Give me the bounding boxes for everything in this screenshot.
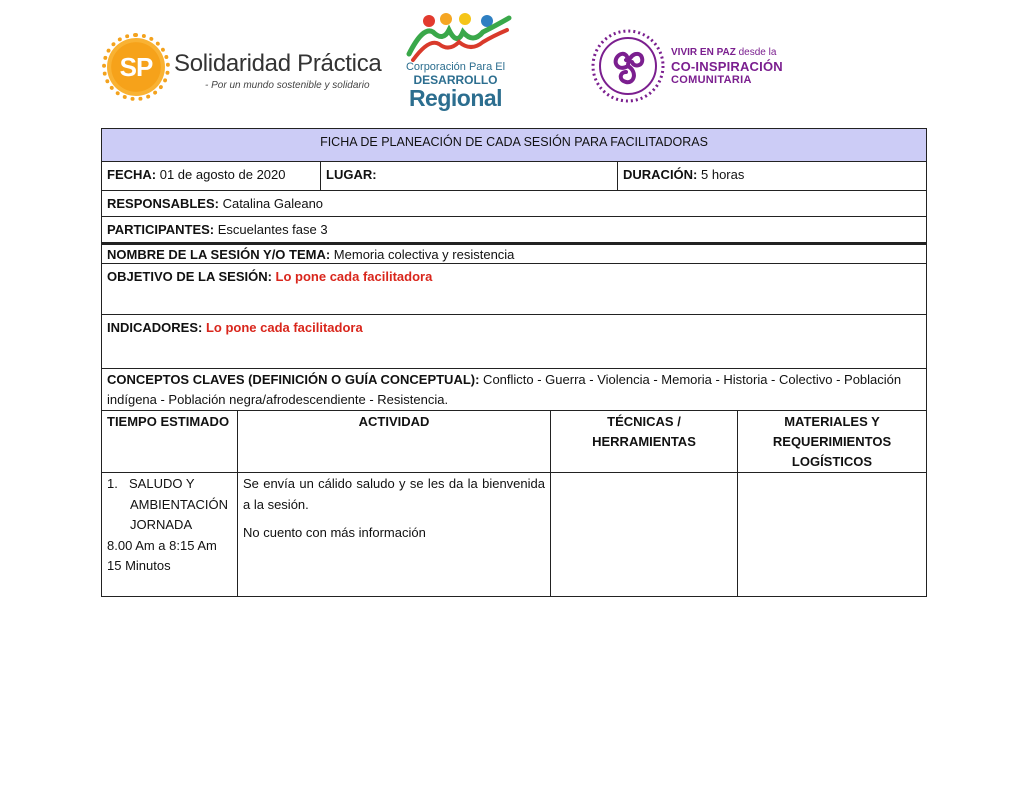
item-line-3: JORNADA xyxy=(130,517,193,532)
sesion-row xyxy=(101,243,927,264)
sp-mark: SP xyxy=(119,52,153,82)
fecha-value: 01 de agosto de 2020 xyxy=(156,167,286,182)
tiempo-cell xyxy=(102,473,237,596)
fecha-lugar-duracion-row xyxy=(101,162,927,191)
form-title-row xyxy=(101,128,927,162)
solidaridad-practica-logo xyxy=(107,38,382,98)
actividad-text-1: Se envía un cálido saludo y se les da la bienvenida a la sesión. xyxy=(243,476,545,512)
cdr-line-1: Corporación Para El xyxy=(405,61,506,73)
triskelion-emblem-icon xyxy=(590,28,666,104)
conceptos-label: CONCEPTOS CLAVES (DEFINICIÓN O GUÍA CONCEPTUAL): xyxy=(107,372,480,387)
table-header-row xyxy=(101,411,927,473)
item-line-1: SALUDO Y xyxy=(129,476,195,491)
form-title: FICHA DE PLANEACIÓN DE CADA SESIÓN PARA FACILITADORAS xyxy=(320,135,708,149)
duracion-text: 15 Minutos xyxy=(107,558,171,573)
vp-line-2: CO-INSPIRACIÓN xyxy=(671,59,783,74)
people-figures-icon xyxy=(403,12,513,64)
header-tiempo xyxy=(102,411,237,472)
header-actividad xyxy=(237,411,550,472)
materiales-cell xyxy=(737,473,926,596)
duracion-cell xyxy=(617,162,926,190)
header-tecnicas-line-2: HERRAMIENTAS xyxy=(592,434,696,449)
sesion-label: NOMBRE DE LA SESIÓN Y/O TEMA: xyxy=(107,247,331,262)
tecnicas-cell xyxy=(550,473,737,596)
desarrollo-regional-logo xyxy=(398,12,513,111)
indicadores-row xyxy=(101,315,927,369)
header-materiales xyxy=(737,411,926,472)
header-tecnicas-line-1: TÉCNICAS / xyxy=(607,414,681,429)
cdr-line-3: Regional xyxy=(408,85,503,111)
objetivo-value: Lo pone cada facilitadora xyxy=(275,269,433,284)
header-materiales-line-2: REQUERIMIENTOS xyxy=(772,434,892,449)
sp-slogan: - Por un mundo sostenible y solidario xyxy=(205,80,370,91)
conceptos-row xyxy=(101,369,927,411)
item-line-2: AMBIENTACIÓN xyxy=(130,496,228,512)
participantes-row xyxy=(101,217,927,243)
lugar-label: LUGAR: xyxy=(326,167,377,182)
indicadores-value: Lo pone cada facilitadora xyxy=(202,320,363,335)
header-actividad-label: ACTIVIDAD xyxy=(358,414,430,429)
responsables-row xyxy=(101,191,927,217)
participantes-label: PARTICIPANTES: xyxy=(107,222,215,237)
responsables-label: RESPONSABLES: xyxy=(107,196,219,211)
header-tecnicas xyxy=(550,411,737,472)
hora-text: 8.00 Am a 8:15 Am xyxy=(107,537,217,553)
table-row xyxy=(101,473,927,597)
header-logos xyxy=(0,0,1024,115)
actividad-text-2: No cuento con más información xyxy=(243,525,426,540)
vivir-en-paz-logo xyxy=(590,28,810,106)
fecha-cell xyxy=(102,162,320,190)
vp-line-1: VIVIR EN PAZ desde la xyxy=(671,47,777,58)
objetivo-row xyxy=(101,264,927,315)
lugar-cell xyxy=(320,162,617,190)
vp-line-3: COMUNITARIA xyxy=(671,74,752,86)
header-tiempo-label: TIEMPO ESTIMADO xyxy=(107,414,230,429)
list-item xyxy=(107,474,232,495)
actividad-cell xyxy=(237,473,550,596)
sesion-value: Memoria colectiva y resistencia xyxy=(330,247,515,262)
fecha-label: FECHA: xyxy=(107,167,157,182)
duracion-label: DURACIÓN: xyxy=(623,167,698,182)
header-materiales-line-3: LOGÍSTICOS xyxy=(791,454,873,469)
cdr-line-2: DESARROLLO xyxy=(413,73,498,87)
sp-name: Solidaridad Práctica xyxy=(174,50,382,77)
list-number: 1. xyxy=(107,476,118,491)
objetivo-label: OBJETIVO DE LA SESIÓN: xyxy=(107,269,276,284)
duracion-value: 5 horas xyxy=(697,167,745,182)
planning-form xyxy=(101,128,927,597)
header-materiales-line-1: MATERIALES Y xyxy=(784,414,880,429)
indicadores-label: INDICADORES: xyxy=(107,320,203,335)
responsables-value: Catalina Galeano xyxy=(218,196,324,211)
participantes-value: Escuelantes fase 3 xyxy=(214,222,328,237)
conceptos-value: Conflicto - Guerra - Violencia - Memoria - Historia - Colectivo - Población indígena - Población negra/afrodescendiente - Resistencia. xyxy=(107,372,902,407)
